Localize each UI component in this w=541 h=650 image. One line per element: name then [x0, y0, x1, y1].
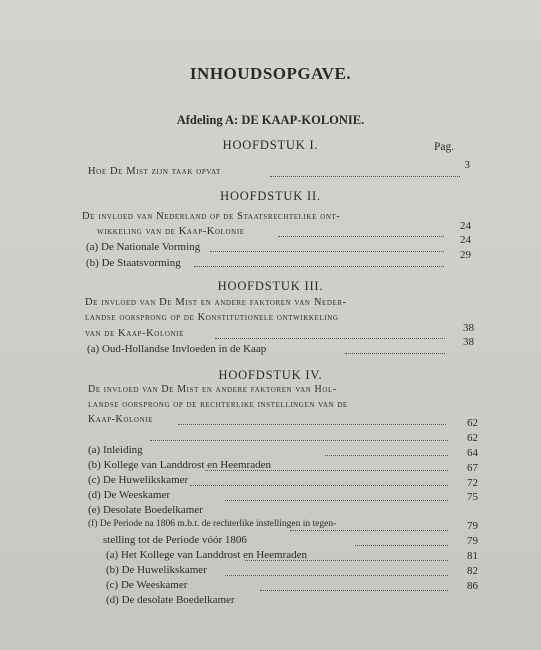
page-number: 62	[467, 417, 478, 429]
page-number: 86	[467, 580, 478, 592]
leader-dots	[178, 424, 446, 425]
toc-entry: (a) Het Kollege van Landdrost en Heemraden	[106, 549, 307, 561]
leader-dots	[345, 353, 445, 354]
toc-entry: (c) De Huwelikskamer	[88, 474, 189, 486]
toc-entry: (d) De Weeskamer	[88, 489, 170, 501]
leader-dots	[270, 176, 460, 177]
leader-dots	[215, 338, 445, 339]
toc-entry: (a) De Nationale Vorming	[86, 241, 201, 253]
leader-dots	[278, 236, 444, 237]
chapter-heading-4: HOOFDSTUK IV.	[218, 368, 323, 382]
page-number: 79	[467, 535, 478, 547]
page-number: 72	[467, 477, 478, 489]
leader-dots	[225, 575, 448, 576]
page-number: 79	[467, 520, 478, 532]
toc-entry: van de Kaap-Kolonie	[85, 328, 184, 339]
toc-entry: stelling tot de Periode vóór 1806	[103, 534, 247, 546]
toc-entry: (d) De desolate Boedelkamer	[106, 594, 235, 606]
toc-entry: Kaap-Kolonie	[88, 414, 154, 425]
leader-dots	[260, 590, 448, 591]
page-number: 38	[463, 336, 474, 348]
leader-dots	[290, 530, 448, 531]
leader-dots	[205, 470, 448, 471]
leader-dots	[190, 485, 448, 486]
toc-entry: (b) Kollege van Landdrost en Heemraden	[88, 459, 271, 471]
page-number: 29	[460, 249, 471, 261]
page-number: 82	[467, 565, 478, 577]
page-column-label: Pag.	[434, 141, 455, 153]
toc-entry: landse oorsprong op de rechterlike instellingen van de	[88, 399, 348, 410]
section-heading: Afdeling A: DE KAAP-KOLONIE.	[176, 113, 365, 127]
toc-entry: (b) De Huwelikskamer	[106, 564, 207, 576]
leader-dots	[355, 545, 448, 546]
page-number: 24	[460, 234, 471, 246]
page-title: INHOUDSOPGAVE.	[189, 64, 352, 83]
page-number: 64	[467, 447, 478, 459]
page-number: 3	[464, 159, 470, 171]
leader-dots	[194, 266, 444, 267]
page-number: 75	[467, 491, 478, 503]
toc-entry: De invloed van De Mist en andere faktoren van Neder-	[85, 297, 347, 308]
toc-entry: (f) De Periode na 1806 m.b.t. de rechterlike instellingen in tegen-	[88, 519, 337, 529]
toc-entry: De invloed van De Mist en andere faktoren van Hol-	[88, 384, 337, 395]
toc-entry: (c) De Weeskamer	[106, 579, 188, 591]
leader-dots	[210, 251, 444, 252]
toc-entry: (b) De Staatsvorming	[86, 257, 181, 269]
leader-dots	[325, 455, 448, 456]
toc-entry: (e) Desolate Boedelkamer	[88, 504, 203, 516]
chapter-heading-2: HOOFDSTUK II.	[220, 189, 321, 203]
page-number: 67	[467, 462, 478, 474]
leader-dots	[150, 440, 448, 441]
leader-dots	[225, 500, 448, 501]
leader-dots	[245, 560, 448, 561]
chapter-heading-3: HOOFDSTUK III.	[217, 279, 324, 293]
chapter-heading-1: HOOFDSTUK I.	[222, 138, 319, 152]
toc-entry: (a) Inleiding	[88, 444, 143, 456]
toc-entry: (a) Oud-Hollandse Invloeden in de Kaap	[87, 343, 267, 355]
toc-entry: Hoe De Mist zijn taak opvat	[88, 166, 221, 177]
page-number: 38	[463, 322, 474, 334]
page-number: 62	[467, 432, 478, 444]
toc-entry: landse oorsprong op de Konstitutionele ontwikkeling	[85, 312, 339, 323]
page-number: 24	[460, 220, 471, 232]
toc-entry: wikkeling van de Kaap-Kolonie	[97, 226, 245, 237]
toc-entry: De invloed van Nederland op de Staatsrechtelike ont-	[82, 211, 341, 222]
page-number: 81	[467, 550, 478, 562]
